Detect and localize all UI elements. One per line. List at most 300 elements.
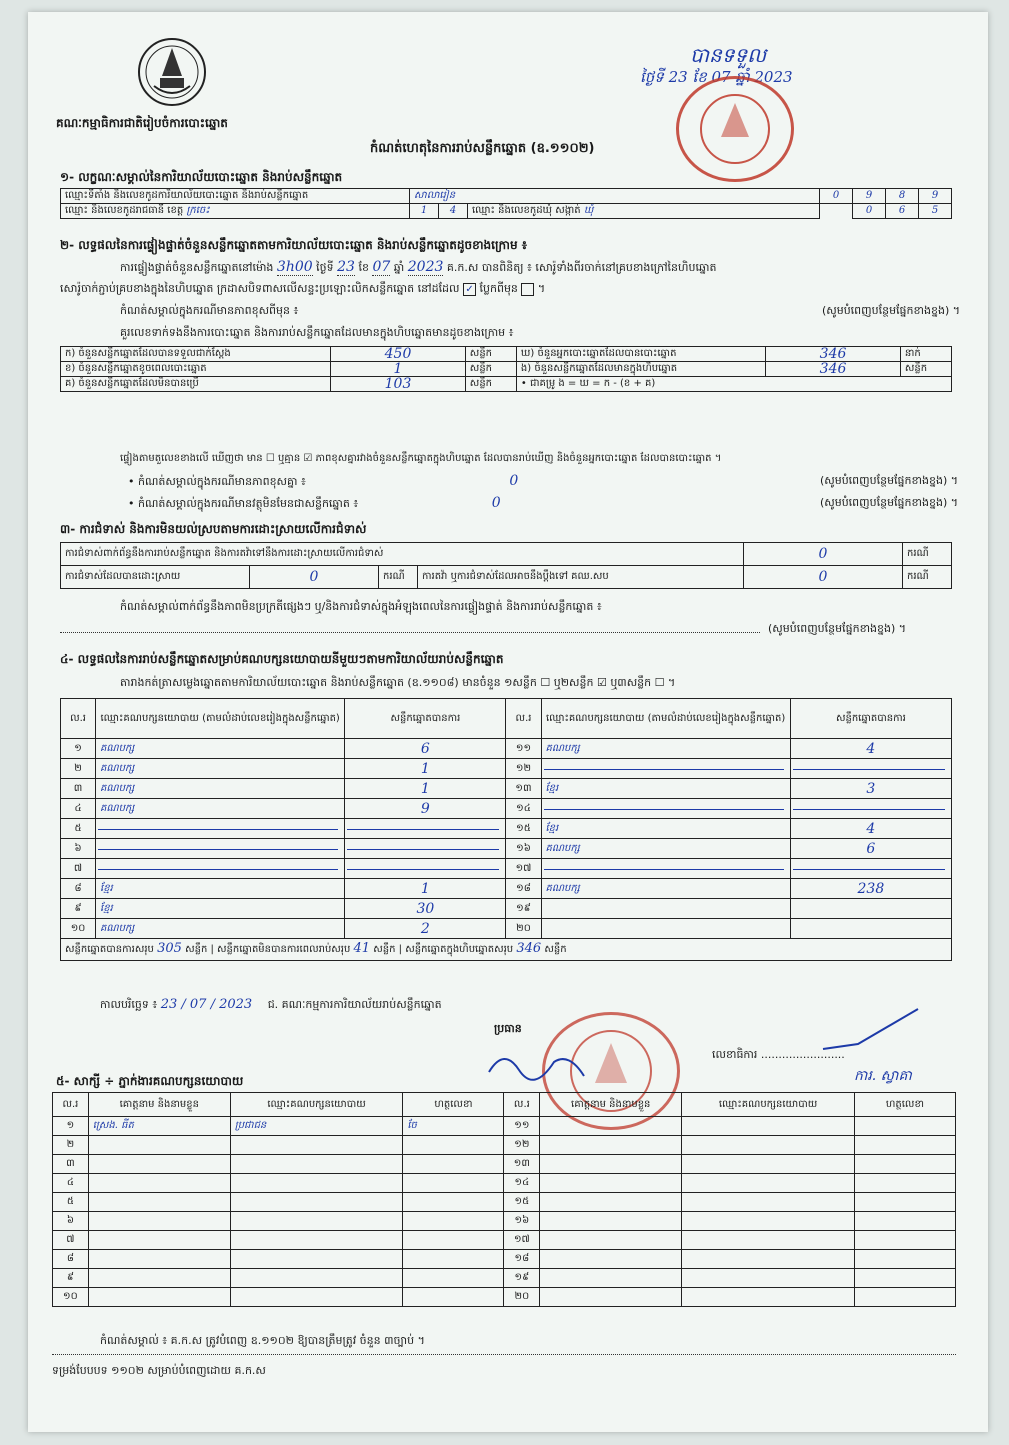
witness-row xyxy=(53,1269,956,1288)
table-row xyxy=(61,799,952,819)
witness-number: ១៥ xyxy=(504,1193,540,1212)
witness-party xyxy=(682,1212,855,1231)
objection-table xyxy=(60,542,952,589)
formula-note: • ជាគម្រូ ង = ឃ = ក - (ខ + គ) xyxy=(516,377,951,392)
witness-number: ៥ xyxy=(53,1193,89,1212)
objection-r2-label: ការជំទាស់ដែលបានដោះស្រាយ xyxy=(61,566,250,589)
row-number: ១១ xyxy=(506,739,541,759)
objection-note-line xyxy=(60,632,760,633)
witness-signature xyxy=(854,1155,955,1174)
witness-name xyxy=(88,1269,230,1288)
ballot-count-table xyxy=(60,346,952,392)
totals-row: សន្លឹកឆ្នោតបានការសរុប 305 សន្លឹក | សន្លឹកឆ្នោតមិនបានការពេលរាប់សរុប 41 សន្លឹក | សន្លឹកឆ្នោតក្នុងហិបឆ្នោតសរុប 346 សន្លឹក xyxy=(61,939,952,961)
witness-party xyxy=(230,1212,403,1231)
witness-signature xyxy=(854,1250,955,1269)
row-number: ១៩ xyxy=(506,899,541,919)
verify-month-label: ខែ xyxy=(358,261,369,274)
witness-signature xyxy=(854,1212,955,1231)
party-votes: 1 xyxy=(345,759,506,779)
chair-signature xyxy=(484,1042,604,1096)
witness-number: ៤ xyxy=(53,1174,89,1193)
witness-party xyxy=(682,1117,855,1136)
party-votes xyxy=(345,839,506,859)
witness-number: ២ xyxy=(53,1136,89,1155)
table-row xyxy=(61,759,952,779)
w-col-party-left: ឈ្មោះគណបក្សនយោបាយ xyxy=(230,1093,403,1117)
party-votes xyxy=(345,819,506,839)
witness-row xyxy=(53,1231,956,1250)
party-votes: 6 xyxy=(345,739,506,759)
witness-row xyxy=(53,1288,956,1307)
objection-r2-unit: ករណី xyxy=(379,566,418,589)
bullet-object-label: • កំណត់សម្គាល់ក្នុងករណីមានវត្ថុមិនមែនជាសន្លឹកឆ្នោត ៖ xyxy=(128,497,359,510)
w-col-name-left: គោត្តនាម និងនាមខ្លួន xyxy=(88,1093,230,1117)
compare-line: ផ្ទៀងតាមតួលេខខាងលើ ឃើញថា មាន ☐ ឬគ្មាន ☑ ភាពខុសគ្នារវាងចំនួនសន្លឹកឆ្នោតក្នុងហិបឆ្នោត ដែលបានរាប់ឃើញ និងចំនួនអ្នកបោះឆ្នោត ដែលបានបោះឆ្នោត ។ xyxy=(120,453,722,464)
witness-number: ២០ xyxy=(504,1288,540,1307)
verify-time: 3h00 xyxy=(276,259,313,275)
commune-label: ឈ្មោះ និងលេខកូដឃុំ សង្កាត់ xyxy=(472,205,581,216)
verify-day: 23 xyxy=(337,259,355,275)
diff-note-hint: (សូមបំពេញបន្ថែមផ្នែកខាងខ្នង) ។ xyxy=(821,304,960,317)
count-e-label: ង) ចំនួនសន្លឹកឆ្នោតដែលមានក្នុងហិបឆ្នោត xyxy=(516,362,765,377)
org-name: គណៈកម្មាធិការជាតិរៀបចំការបោះឆ្នោត xyxy=(56,116,228,130)
location-code-4: 9 xyxy=(919,189,952,204)
location-value: សាលារៀន xyxy=(410,189,820,204)
province-label: ឈ្មោះ និងលេខកូដរាជធានី ខេត្ត xyxy=(65,205,184,216)
witness-number: ១៧ xyxy=(504,1231,540,1250)
witness-party xyxy=(682,1250,855,1269)
witness-name xyxy=(540,1288,682,1307)
col-votes-left: សន្លឹកឆ្នោតបានការ xyxy=(345,699,506,739)
witness-signature xyxy=(403,1288,504,1307)
count-c-label: គ) ចំនួនសន្លឹកឆ្នោតដែលមិនបានប្រើ xyxy=(61,377,331,392)
commune-value: ឃុំ xyxy=(583,205,594,216)
total-invalid-label: សន្លឹកឆ្នោតមិនបានការពេលរាប់សរុប xyxy=(217,944,351,955)
verify-month: 07 xyxy=(372,259,391,275)
verify-day-label: ថ្ងៃទី xyxy=(316,261,334,274)
official-stamp-top xyxy=(676,76,794,182)
province-code-1: 1 xyxy=(410,204,439,219)
verify-year: 2023 xyxy=(407,259,444,275)
witness-signature xyxy=(854,1288,955,1307)
party-name xyxy=(541,899,790,919)
w-col-party-right: ឈ្មោះគណបក្សនយោបាយ xyxy=(682,1093,855,1117)
witness-name xyxy=(540,1212,682,1231)
witness-party xyxy=(230,1155,403,1174)
strike-line xyxy=(793,769,945,770)
verify-line2-text: សោរ៉ូចាក់ភ្ជាប់គ្របខាងក្នុងនៃហិបឆ្នោត ក្រដាសបិទពាសលើសន្ទះប្រឡោះលិកសន្លឹកឆ្នោត នៅដដែល xyxy=(60,282,460,295)
witness-signature xyxy=(403,1174,504,1193)
col-no-left: ល.រ xyxy=(61,699,96,739)
party-name xyxy=(541,799,790,819)
witness-number: ៨ xyxy=(53,1250,89,1269)
witness-name xyxy=(88,1155,230,1174)
witness-number: ៦ xyxy=(53,1212,89,1231)
witness-number: ១៨ xyxy=(504,1250,540,1269)
party-votes xyxy=(790,919,951,939)
objection-hint: (សូមបំពេញបន្ថែមផ្នែកខាងខ្នង) ។ xyxy=(768,622,907,635)
commune-code-2: 6 xyxy=(886,204,919,219)
row-number: ៧ xyxy=(61,859,96,879)
province-value: ក្រចេះ xyxy=(186,205,210,216)
party-name: គណបក្ស xyxy=(96,759,345,779)
party-name: ខ្មែរ xyxy=(541,819,790,839)
objection-r1-unit: ករណី xyxy=(903,543,952,566)
total-valid-value: 305 xyxy=(157,941,182,956)
count-a-value: 450 xyxy=(331,347,466,362)
row-number: ៦ xyxy=(61,839,96,859)
section3-title: ៣- ការជំទាស់ និងការមិនយល់ស្របតាមការដោះស្រាយលើការជំទាស់ xyxy=(60,522,367,536)
party-votes xyxy=(790,759,951,779)
verify-year-label: ឆ្នាំ xyxy=(393,261,405,274)
party-votes: 238 xyxy=(790,879,951,899)
province-code-2: 4 xyxy=(439,204,468,219)
strike-line xyxy=(347,829,499,830)
row-number: ២០ xyxy=(506,919,541,939)
witness-name xyxy=(88,1212,230,1231)
witness-number: ៣ xyxy=(53,1155,89,1174)
received-heading: បានទទួល xyxy=(690,43,767,67)
total-box-unit: សន្លឹក xyxy=(544,944,567,955)
witness-party: ប្រជាជន xyxy=(230,1117,403,1136)
party-name xyxy=(96,859,345,879)
col-votes-right: សន្លឹកឆ្នោតបានការ xyxy=(790,699,951,739)
party-votes: 1 xyxy=(345,779,506,799)
witness-party xyxy=(230,1174,403,1193)
count-c-value: 103 xyxy=(331,377,466,392)
section4-sub: តារាងកត់ត្រាសម្លេងឆ្នោតតាមការិយាល័យបោះឆ្នោត និងរាប់សន្លឹកឆ្នោត (ឧ.១១០៨) មានចំនួន ១សន្លឹក ☐ ឬ២សន្លឹក ☑ ឬ៣សន្លឹក ☐ ។ xyxy=(120,676,676,689)
count-b-unit: សន្លឹក xyxy=(465,362,516,377)
party-name: ខ្មែរ xyxy=(96,899,345,919)
table-row xyxy=(61,839,952,859)
party-name: គណបក្ស xyxy=(541,879,790,899)
party-name: គណបក្ស xyxy=(96,779,345,799)
verify-line-1 xyxy=(120,260,716,275)
party-votes: 1 xyxy=(345,879,506,899)
party-votes: 4 xyxy=(790,739,951,759)
party-name xyxy=(541,759,790,779)
strike-line xyxy=(544,809,784,810)
objection-r2b-value: 0 xyxy=(744,566,903,589)
witness-number: ៧ xyxy=(53,1231,89,1250)
witness-signature xyxy=(403,1269,504,1288)
witness-number: ១៣ xyxy=(504,1155,540,1174)
emblem-logo xyxy=(136,36,208,108)
witness-party xyxy=(682,1231,855,1250)
party-votes xyxy=(790,899,951,919)
witness-party xyxy=(230,1269,403,1288)
witness-signature: ចែ xyxy=(403,1117,504,1136)
secretary-name: ការ. ស្វាគា xyxy=(854,1068,912,1084)
witness-row xyxy=(53,1193,956,1212)
received-date: ថ្ងៃទី 23 ខែ 07 ឆ្នាំ 2023 xyxy=(640,68,793,86)
col-no-right: ល.រ xyxy=(506,699,541,739)
witness-name xyxy=(88,1231,230,1250)
province-cell xyxy=(61,204,410,219)
witness-party xyxy=(230,1231,403,1250)
witness-number: ១៦ xyxy=(504,1212,540,1231)
objection-note: កំណត់សម្គាល់ពាក់ព័ន្ធនឹងភាពមិនប្រក្រតីផ្សេងៗ ឬ/និងការជំទាស់ក្នុងអំឡុងពេលនៃការផ្ទៀងផ្ទាត់ និងការរាប់សន្លឹកឆ្នោត ៖ xyxy=(120,600,602,613)
count-a-label: ក) ចំនួនសន្លឹកឆ្នោតដែលបានទទួលជាក់ស្តែង xyxy=(61,347,331,362)
count-c-unit: សន្លឹក xyxy=(465,377,516,392)
col-party-left: ឈ្មោះគណបក្សនយោបាយ (តាមលំដាប់លេខរៀងក្នុងសន្លឹកឆ្នោត) xyxy=(96,699,345,739)
table-row xyxy=(61,879,952,899)
witness-signature xyxy=(854,1117,955,1136)
count-b-value: 1 xyxy=(331,362,466,377)
witness-number: ៩ xyxy=(53,1269,89,1288)
row-number: ១៥ xyxy=(506,819,541,839)
witness-party xyxy=(682,1174,855,1193)
row-number: ១៧ xyxy=(506,859,541,879)
footer-rule xyxy=(52,1354,956,1355)
date-value: 23 / 07 / 2023 xyxy=(160,997,253,1012)
witness-party xyxy=(230,1193,403,1212)
party-votes xyxy=(790,799,951,819)
committee-label: ជ. គណៈកម្មការការិយាល័យរាប់សន្លឹកឆ្នោត xyxy=(267,998,442,1011)
party-name xyxy=(96,839,345,859)
date-line xyxy=(100,998,442,1012)
objection-r2b-unit: ករណី xyxy=(903,566,952,589)
row-number: ១៦ xyxy=(506,839,541,859)
bullet-diff-label: • កំណត់សម្គាល់ក្នុងករណីមានភាពខុសគ្នា ៖ xyxy=(128,475,306,488)
footer-text: ទម្រង់បែបបទ ១១០២ សម្រាប់បំពេញដោយ គ.ក.ស xyxy=(52,1364,266,1377)
witness-name xyxy=(540,1193,682,1212)
date-label: កាលបរិច្ឆេទ ៖ xyxy=(100,998,158,1011)
verify-time-label: ការផ្ទៀងផ្ទាត់ចំនួនសន្លឹកឆ្នោតនៅម៉ោង xyxy=(120,261,274,274)
row-number: ៩ xyxy=(61,899,96,919)
w-col-sign-left: ហត្ថលេខា xyxy=(403,1093,504,1117)
witness-name xyxy=(540,1136,682,1155)
witness-name xyxy=(540,1250,682,1269)
same-checkbox[interactable]: ✓ xyxy=(463,283,476,296)
witness-table xyxy=(52,1092,956,1307)
secretary-line: លេខាធិការ ........................ xyxy=(712,1048,845,1061)
bullet-diff-hint: (សូមបំពេញបន្ថែមផ្នែកខាងខ្នង) ។ xyxy=(819,474,958,487)
total-box-label: សន្លឹកឆ្នោតក្នុងហិបឆ្នោតសរុប xyxy=(405,944,514,955)
vote-results-table xyxy=(60,698,952,961)
witness-party xyxy=(230,1288,403,1307)
location-code-1: 0 xyxy=(820,189,853,204)
count-e-value: 346 xyxy=(766,362,901,377)
witness-party xyxy=(230,1250,403,1269)
party-votes xyxy=(345,859,506,879)
witness-signature xyxy=(854,1174,955,1193)
strike-line xyxy=(544,869,784,870)
row-number: ១២ xyxy=(506,759,541,779)
witness-name xyxy=(88,1136,230,1155)
witness-party xyxy=(682,1193,855,1212)
bullet-diff xyxy=(128,474,958,489)
witness-number: ១ xyxy=(53,1117,89,1136)
row-number: ១៤ xyxy=(506,799,541,819)
witness-signature xyxy=(403,1193,504,1212)
witness-party xyxy=(682,1155,855,1174)
bullet-object-hint: (សូមបំពេញបន្ថែមផ្នែកខាងខ្នង) ។ xyxy=(819,496,958,509)
witness-signature xyxy=(403,1155,504,1174)
different-checkbox[interactable] xyxy=(521,283,534,296)
objection-r2b-label: ការតវ៉ា ឬការជំទាស់ដែលអាចនឹងប្ដឹងទៅ គឈ.សប xyxy=(418,566,744,589)
col-party-right: ឈ្មោះគណបក្សនយោបាយ (តាមលំដាប់លេខរៀងក្នុងសន្លឹកឆ្នោត) xyxy=(541,699,790,739)
witness-signature xyxy=(854,1231,955,1250)
location-label: ឈ្មោះទីតាំង និងលេខកូដការិយាល័យបោះឆ្នោត និងរាប់សន្លឹកឆ្នោត xyxy=(61,189,410,204)
strike-line xyxy=(98,869,338,870)
row-number: ៨ xyxy=(61,879,96,899)
witness-signature xyxy=(403,1231,504,1250)
party-name: គណបក្ស xyxy=(96,799,345,819)
witness-name xyxy=(88,1174,230,1193)
verify-line-rest: គ.ក.ស បានពិនិត្យ ៖ សោរ៉ូទាំងពីរចាក់នៅគ្របខាងក្រៅនៃហិបឆ្នោត xyxy=(446,261,717,274)
row-number: ១០ xyxy=(61,919,96,939)
party-votes: 30 xyxy=(345,899,506,919)
strike-line xyxy=(347,869,499,870)
witness-party xyxy=(230,1136,403,1155)
row-number: ៤ xyxy=(61,799,96,819)
different-label: ប្លែកពីមុន xyxy=(479,282,518,295)
count-d-value: 346 xyxy=(766,347,901,362)
witness-party xyxy=(682,1136,855,1155)
result-intro: គួរលេខទាក់ទងនឹងការបោះឆ្នោត និងការរាប់សន្លឹកឆ្នោតដែលមានក្នុងហិបឆ្នោតមានដូចខាងក្រោម ៖ xyxy=(120,326,514,339)
party-name: គណបក្ស xyxy=(541,839,790,859)
vote-results-body xyxy=(61,739,952,939)
witness-name xyxy=(540,1174,682,1193)
witness-party xyxy=(682,1269,855,1288)
witness-name xyxy=(540,1155,682,1174)
row-number: ១៨ xyxy=(506,879,541,899)
witness-name xyxy=(88,1250,230,1269)
row-number: ៥ xyxy=(61,819,96,839)
table-row xyxy=(61,919,952,939)
witness-signature xyxy=(403,1136,504,1155)
witness-row xyxy=(53,1212,956,1231)
w-col-no-left: ល.រ xyxy=(53,1093,89,1117)
witness-row xyxy=(53,1136,956,1155)
objection-r1-label: ការជំទាស់ពាក់ព័ន្ធនឹងការរាប់សន្លឹកឆ្នោត និងការតវ៉ាទៅនឹងការដោះស្រាយលើការជំទាស់ xyxy=(61,543,744,566)
commune-spacer xyxy=(820,204,853,219)
witness-signature xyxy=(403,1212,504,1231)
party-name: គណបក្ស xyxy=(96,739,345,759)
total-invalid-value: 41 xyxy=(353,941,371,956)
party-name: ខ្មែរ xyxy=(541,779,790,799)
witness-number: ១០ xyxy=(53,1288,89,1307)
form-sheet xyxy=(28,12,988,1432)
w-col-sign-right: ហត្ថលេខា xyxy=(854,1093,955,1117)
strike-line xyxy=(98,829,338,830)
section1-table xyxy=(60,188,952,219)
total-valid-unit: សន្លឹក xyxy=(185,944,208,955)
witness-number: ១៤ xyxy=(504,1174,540,1193)
witness-party xyxy=(682,1288,855,1307)
count-b-label: ខ) ចំនួនសន្លឹកឆ្នោតខូចពេលបោះឆ្នោត xyxy=(61,362,331,377)
table-row xyxy=(61,739,952,759)
verify-line-2: សោរ៉ូចាក់ភ្ជាប់គ្របខាងក្នុងនៃហិបឆ្នោត ក្រដាសបិទពាសលើសន្ទះប្រឡោះលិកសន្លឹកឆ្នោត នៅដដែល ✓ ប្លែកពីមុន ។ xyxy=(60,282,546,295)
row-number: ១៣ xyxy=(506,779,541,799)
witness-name xyxy=(88,1288,230,1307)
witness-row xyxy=(53,1117,956,1136)
party-votes: 2 xyxy=(345,919,506,939)
party-votes: 3 xyxy=(790,779,951,799)
table-row xyxy=(61,779,952,799)
witness-name: ស្រេង. ធីត xyxy=(88,1117,230,1136)
total-box-value: 346 xyxy=(516,941,542,956)
total-valid-label: សន្លឹកឆ្នោតបានការសរុប xyxy=(65,944,154,955)
strike-line xyxy=(347,849,499,850)
witness-number: ១២ xyxy=(504,1136,540,1155)
count-e-unit: សន្លឹក xyxy=(900,362,951,377)
commune-cell xyxy=(468,204,820,219)
witness-signature xyxy=(854,1269,955,1288)
row-number: ១ xyxy=(61,739,96,759)
witness-name xyxy=(88,1193,230,1212)
table-row xyxy=(61,819,952,839)
commune-code-1: 0 xyxy=(853,204,886,219)
table-row xyxy=(61,859,952,879)
bullet-diff-value: 0 xyxy=(509,473,519,489)
bullet-object xyxy=(128,496,958,511)
count-d-label: ឃ) ចំនួនអ្នកបោះឆ្នោតដែលបានបោះឆ្នោត xyxy=(516,347,765,362)
table-row xyxy=(61,899,952,919)
count-a-unit: សន្លឹក xyxy=(465,347,516,362)
party-votes: 6 xyxy=(790,839,951,859)
diff-note-label: កំណត់សម្គាល់ក្នុងករណីមានភាពខុសពីមុន ៖ xyxy=(120,304,299,317)
strike-line xyxy=(544,769,784,770)
party-votes: 9 xyxy=(345,799,506,819)
witness-name xyxy=(540,1117,682,1136)
location-code-3: 8 xyxy=(886,189,919,204)
section4-title: ៤- លទ្ធផលនៃការរាប់សន្លឹកឆ្នោតសម្រាប់គណបក្សនយោបាយនីមួយៗតាមការិយាល័យរាប់សន្លឹកឆ្នោត xyxy=(60,652,504,666)
witness-row xyxy=(53,1250,956,1269)
w-col-no-right: ល.រ xyxy=(504,1093,540,1117)
party-name xyxy=(96,819,345,839)
witness-name xyxy=(540,1231,682,1250)
witness-number: ១៩ xyxy=(504,1269,540,1288)
form-title: កំណត់ហេតុនៃការរាប់សន្លឹកឆ្នោត (ឧ.១១០២) xyxy=(370,141,595,156)
party-votes: 4 xyxy=(790,819,951,839)
witness-row xyxy=(53,1155,956,1174)
count-d-unit: នាក់ xyxy=(900,347,951,362)
party-name xyxy=(541,919,790,939)
party-name: ខ្មែរ xyxy=(96,879,345,899)
commune-code-3: 5 xyxy=(919,204,952,219)
witness-signature xyxy=(854,1193,955,1212)
location-code-2: 9 xyxy=(853,189,886,204)
party-votes xyxy=(790,859,951,879)
section2-title: ២- លទ្ធផលនៃការផ្ទៀងផ្ទាត់ចំនួនសន្លឹកឆ្នោតតាមការិយាល័យបោះឆ្នោត និងរាប់សន្លឹកឆ្នោតដូចខាងក្រោម ៖ xyxy=(60,238,528,252)
bullet-object-value: 0 xyxy=(491,495,501,511)
witness-name xyxy=(540,1269,682,1288)
witness-signature xyxy=(854,1136,955,1155)
section1-title: ១- លក្ខណៈសម្គាល់នៃការិយាល័យបោះឆ្នោត និងរាប់សន្លឹកឆ្នោត xyxy=(60,170,343,184)
strike-line xyxy=(793,809,945,810)
witness-signature xyxy=(403,1250,504,1269)
objection-r1-value: 0 xyxy=(744,543,903,566)
secretary-label: លេខាធិការ xyxy=(712,1048,758,1061)
row-number: ២ xyxy=(61,759,96,779)
section5-title: ៥- សាក្សី ÷ ភ្នាក់ងារគណបក្សនយោបាយ xyxy=(56,1074,244,1088)
party-name: គណបក្ស xyxy=(96,919,345,939)
party-name: គណបក្ស xyxy=(541,739,790,759)
chair-label: ប្រធាន xyxy=(494,1022,522,1035)
row-number: ៣ xyxy=(61,779,96,799)
witness-body xyxy=(53,1117,956,1307)
witness-row xyxy=(53,1174,956,1193)
w-col-name-right: គោត្តនាម និងនាមខ្លួន xyxy=(540,1093,682,1117)
witness-number: ១១ xyxy=(504,1117,540,1136)
party-name xyxy=(541,859,790,879)
total-invalid-unit: សន្លឹក xyxy=(373,944,396,955)
diff-note-line xyxy=(120,304,960,318)
objection-r2-value: 0 xyxy=(250,566,379,589)
strike-line xyxy=(98,849,338,850)
